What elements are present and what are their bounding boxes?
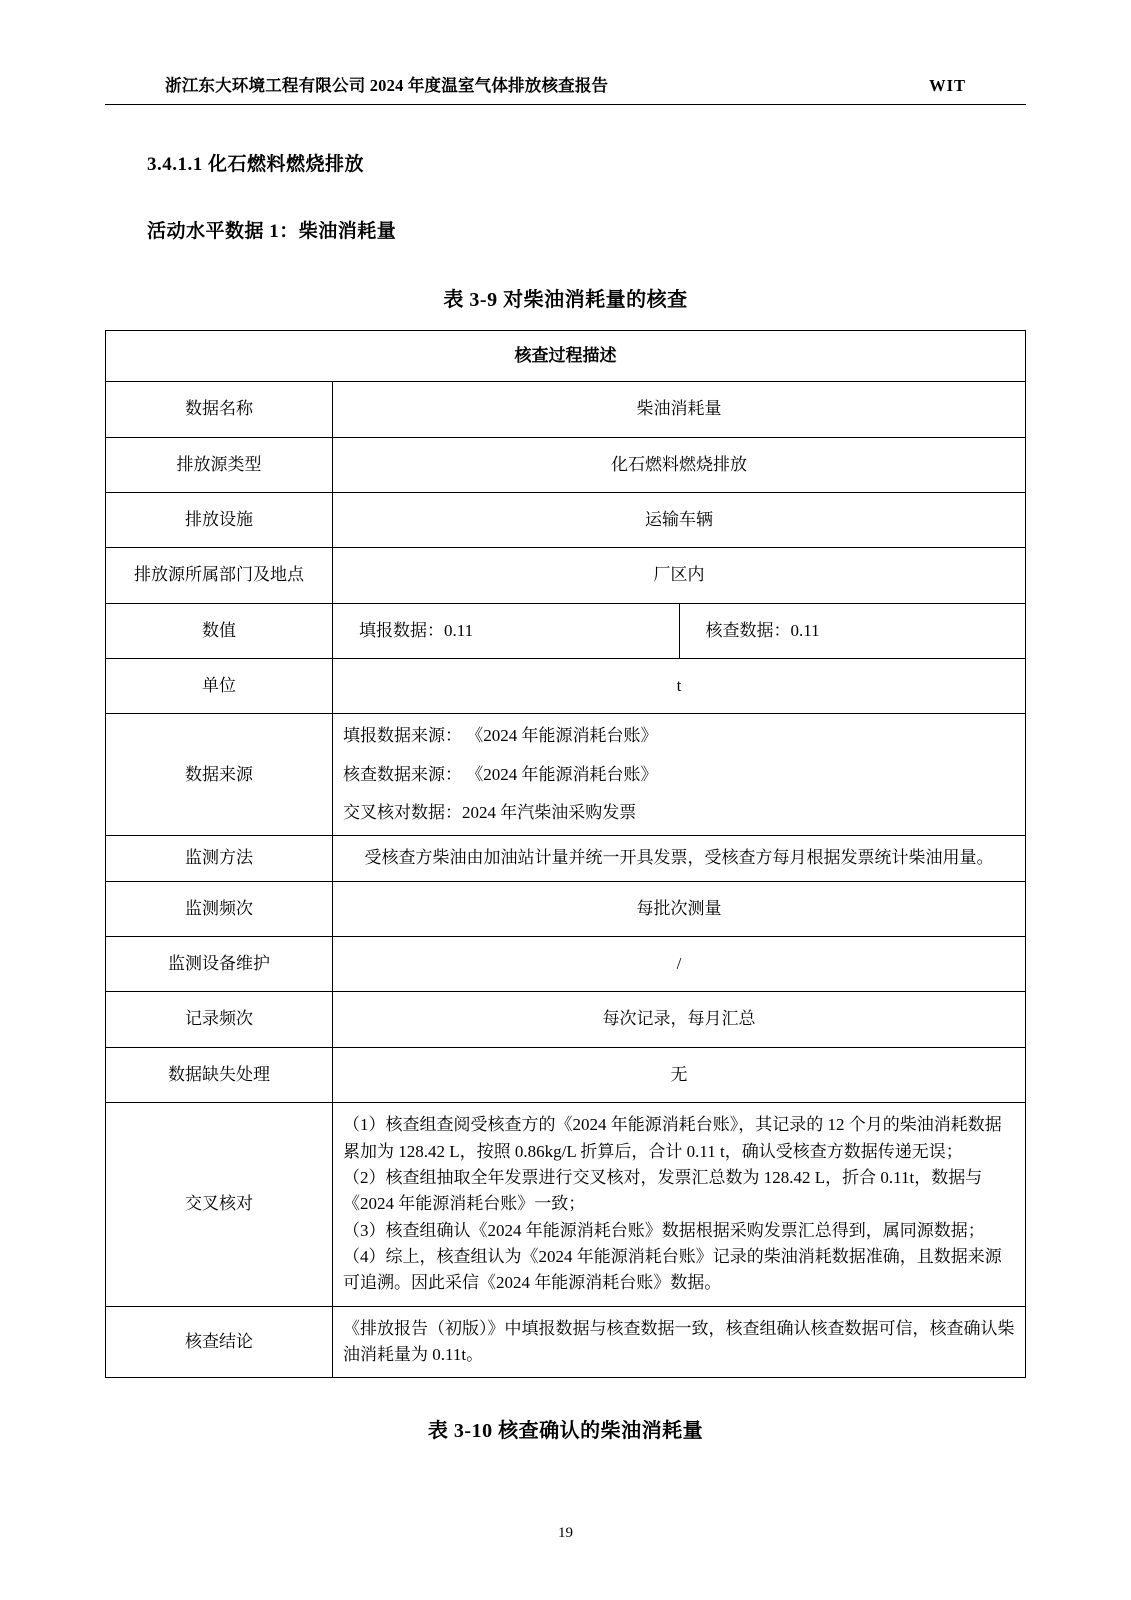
table-row xyxy=(106,603,1026,658)
table-row xyxy=(106,331,1026,382)
next-table-caption: 表 3-10 核查确认的柴油消耗量 xyxy=(427,1420,704,1443)
cross-check-item-3: （3）核查组确认《2024 年能源消耗台账》数据根据采购发票汇总得到，属同源数据； xyxy=(343,1220,985,1240)
data-source-line-3: 交叉核对数据：2024 年汽柴油采购发票 xyxy=(343,803,637,823)
row-value-cross-check xyxy=(333,1103,1026,1306)
row-label-conclusion: 核查结论 xyxy=(106,1306,333,1378)
row-label-source-type: 排放源类型 xyxy=(106,437,333,492)
row-value-equipment: / xyxy=(333,937,1026,992)
row-label-data-source: 数据来源 xyxy=(106,714,333,836)
row-value-audited: 核查数据：0.11 xyxy=(679,603,1026,658)
row-value-reported: 填报数据：0.11 xyxy=(333,603,680,658)
activity-heading: 活动水平数据 1：柴油消耗量 xyxy=(147,221,397,242)
row-label-cross-check: 交叉核对 xyxy=(106,1103,333,1306)
table-row xyxy=(106,1103,1026,1306)
row-value-facility: 运输车辆 xyxy=(333,493,1026,548)
row-label-record-freq: 记录频次 xyxy=(106,992,333,1047)
table-row xyxy=(106,1047,1026,1102)
header-title-left: 浙江东大环境工程有限公司 2024 年度温室气体排放核查报告 xyxy=(165,76,609,95)
row-label-unit: 单位 xyxy=(106,659,333,714)
row-value-department: 厂区内 xyxy=(333,548,1026,603)
table-row xyxy=(106,992,1026,1047)
table-row xyxy=(106,493,1026,548)
row-value-data-name: 柴油消耗量 xyxy=(333,382,1026,437)
row-label-monitor-method: 监测方法 xyxy=(106,836,333,881)
cross-check-item-1: （1）核查组查阅受核查方的《2024 年能源消耗台账》，其记录的 12 个月的柴油消耗数据累加为 128.42 L，按照 0.86kg/L 折算后，合计 0.11 t，确认受核查方数据传递无误； xyxy=(343,1115,1002,1161)
table-row xyxy=(106,659,1026,714)
row-label-data-name: 数据名称 xyxy=(106,382,333,437)
data-source-line-1: 填报数据来源： 《2024 年能源消耗台账》 xyxy=(343,726,658,746)
cross-check-item-2: （2）核查组抽取全年发票进行交叉核对，发票汇总数为 128.42 L，折合 0.11t，数据与《2024 年能源消耗台账》一致； xyxy=(343,1167,983,1214)
row-label-monitor-freq: 监测频次 xyxy=(106,881,333,936)
row-label-department: 排放源所属部门及地点 xyxy=(106,548,333,603)
table-row xyxy=(106,437,1026,492)
row-value-missing: 无 xyxy=(333,1047,1026,1102)
header-title-right: WIT xyxy=(929,76,966,95)
table-caption: 表 3-9 对柴油消耗量的核查 xyxy=(443,289,688,311)
audit-table xyxy=(105,330,1026,1378)
page-header xyxy=(105,72,1026,105)
row-label-equipment: 监测设备维护 xyxy=(106,937,333,992)
table-row xyxy=(106,881,1026,936)
row-value-monitor-freq: 每批次测量 xyxy=(333,881,1026,936)
cross-check-item-4: （4）综上，核查组认为《2024 年能源消耗台账》记录的柴油消耗数据准确，且数据来源可追溯。因此采信《2024 年能源消耗台账》数据。 xyxy=(343,1246,1002,1293)
table-row xyxy=(106,1306,1026,1378)
row-label-value: 数值 xyxy=(106,603,333,658)
row-value-record-freq: 每次记录，每月汇总 xyxy=(333,992,1026,1047)
row-label-facility: 排放设施 xyxy=(106,493,333,548)
data-source-line-2: 核查数据来源： 《2024 年能源消耗台账》 xyxy=(343,764,658,784)
row-value-source-type: 化石燃料燃烧排放 xyxy=(333,437,1026,492)
row-label-missing: 数据缺失处理 xyxy=(106,1047,333,1102)
table-row xyxy=(106,937,1026,992)
table-row xyxy=(106,382,1026,437)
row-value-data-source xyxy=(333,714,1026,836)
row-value-monitor-method: 受核查方柴油由加油站计量并统一开具发票，受核查方每月根据发票统计柴油用量。 xyxy=(333,836,1026,881)
table-row xyxy=(106,836,1026,881)
row-value-unit: t xyxy=(333,659,1026,714)
page-number: 19 xyxy=(558,1525,573,1541)
table-row xyxy=(106,548,1026,603)
table-row xyxy=(106,714,1026,836)
section-heading: 3.4.1.1 化石燃料燃烧排放 xyxy=(147,154,365,175)
row-value-conclusion: 《排放报告（初版）》中填报数据与核查数据一致，核查组确认核查数据可信，核查确认柴油消耗量为 0.11t。 xyxy=(333,1306,1026,1378)
table-header-cell: 核查过程描述 xyxy=(106,331,1026,382)
